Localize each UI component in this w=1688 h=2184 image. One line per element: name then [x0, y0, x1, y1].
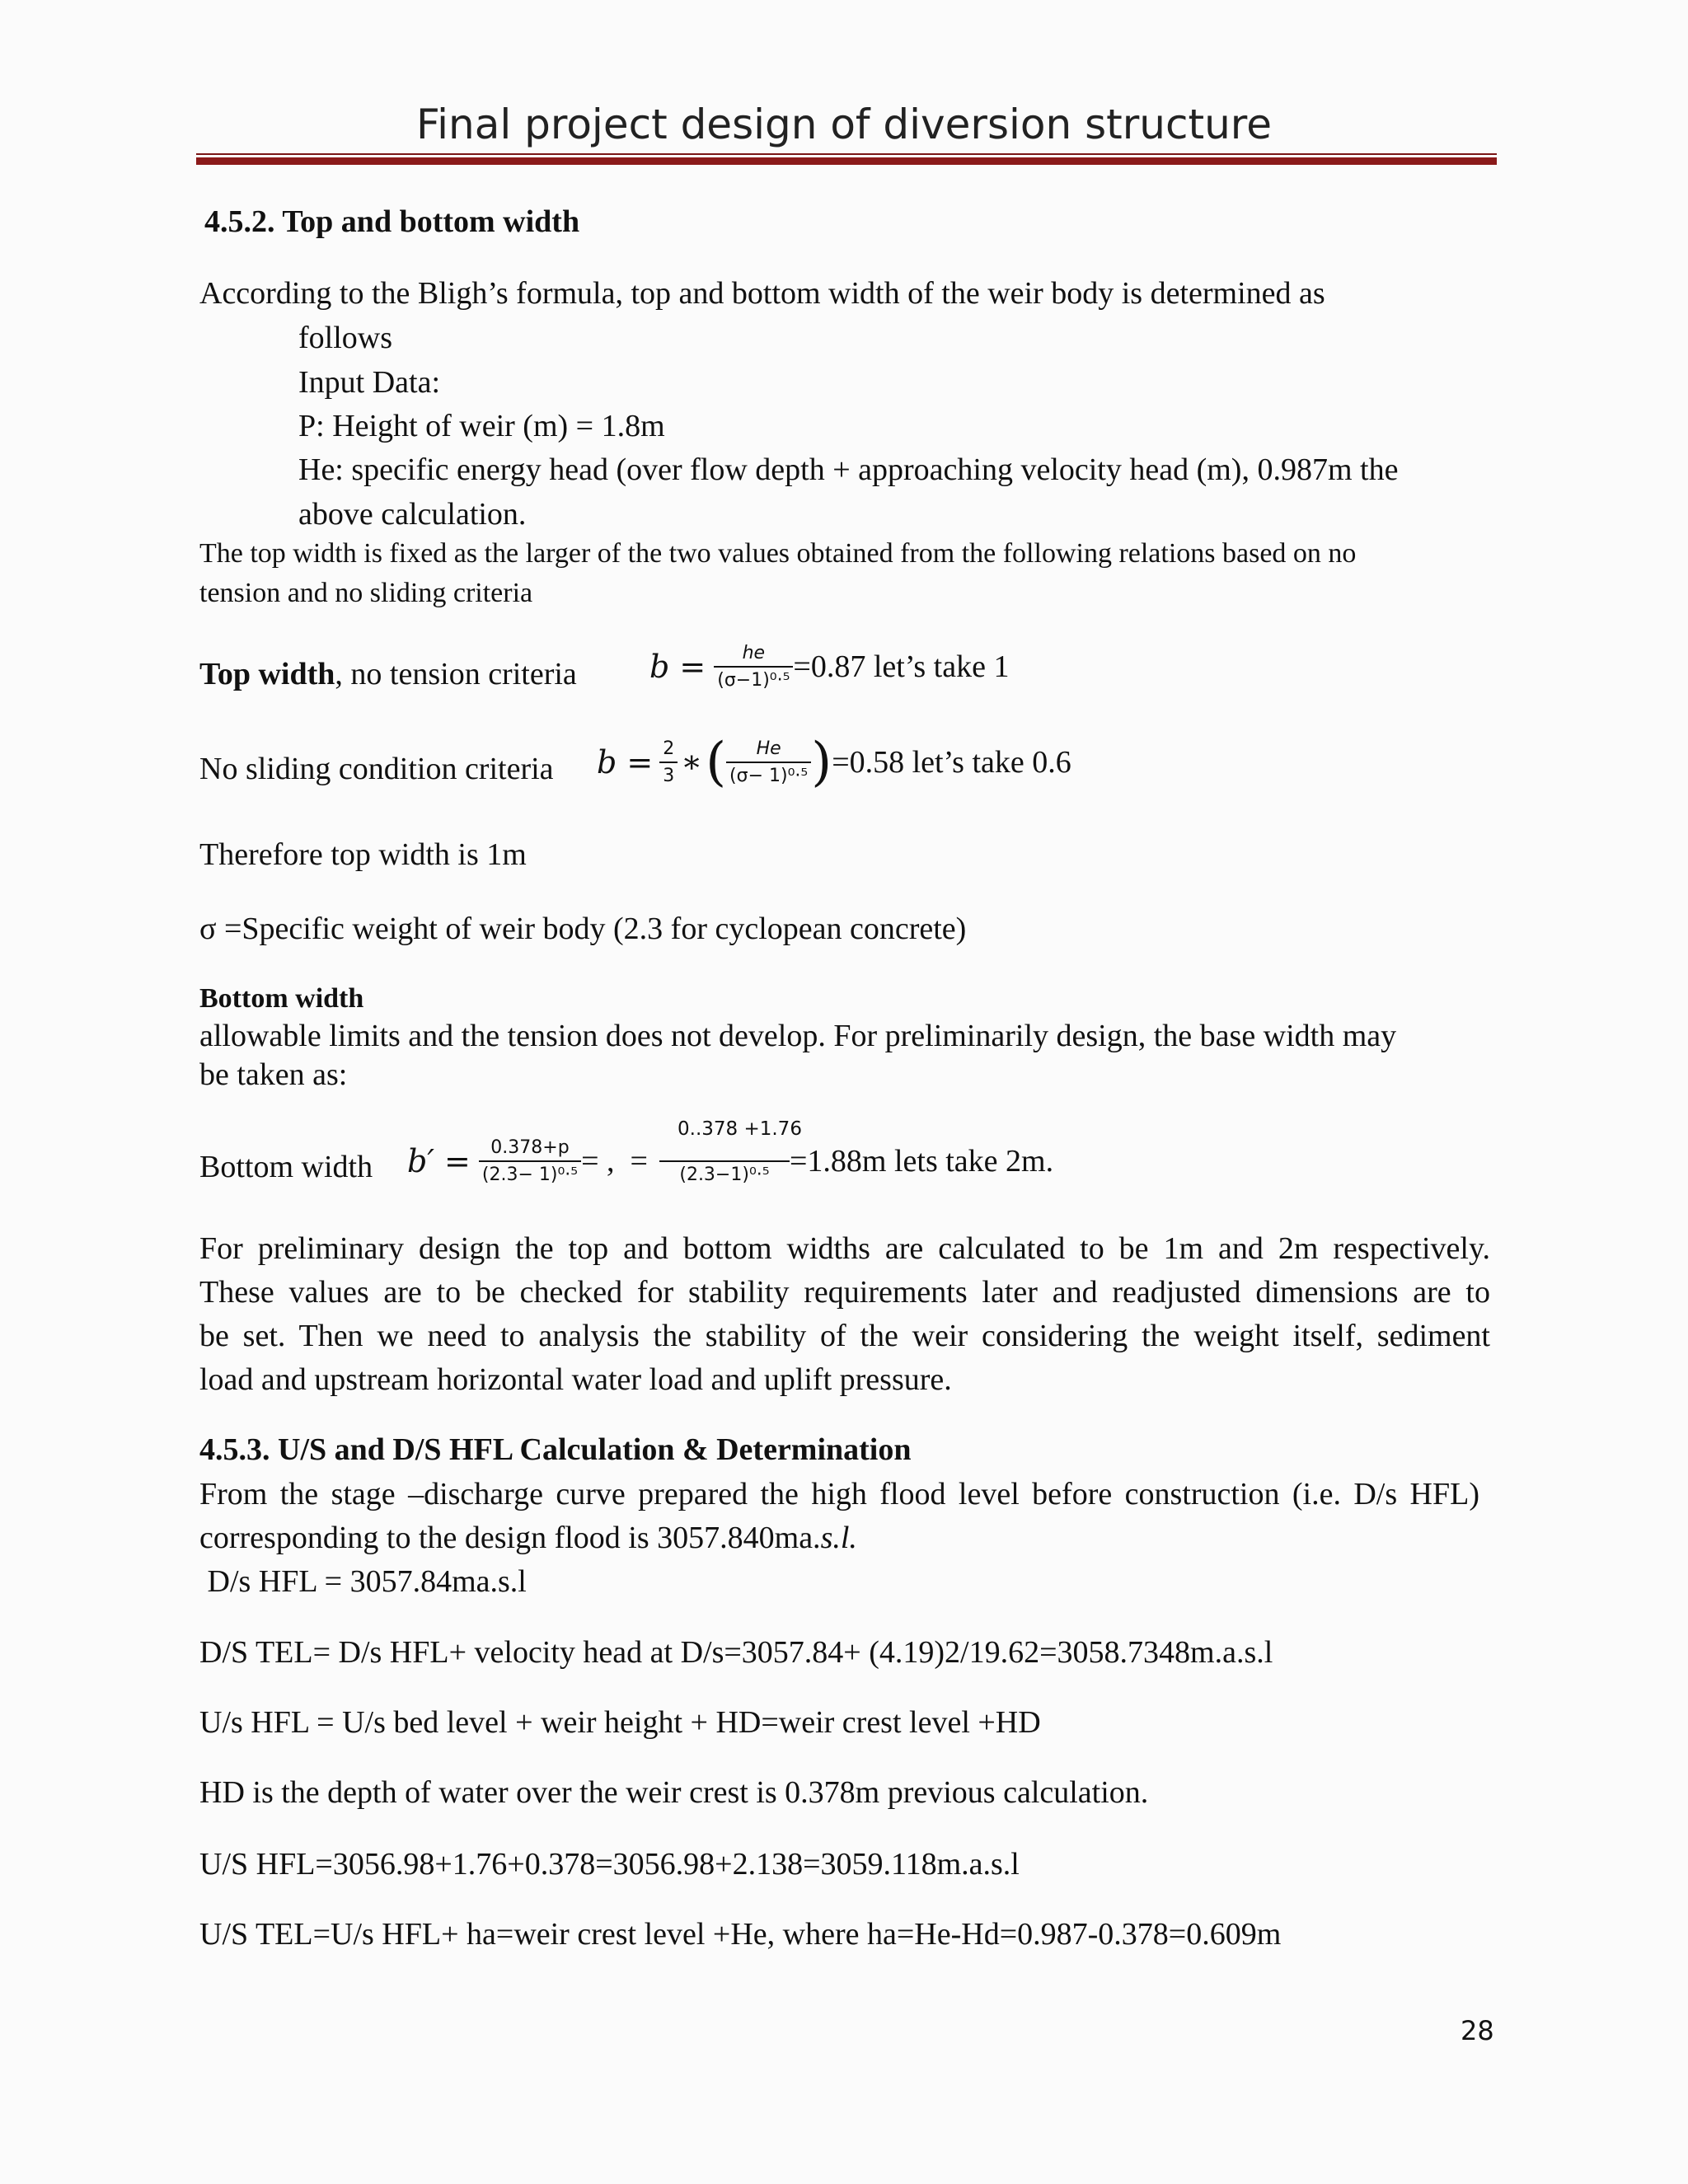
sliding-formula-result: =0.58 let’s take 0.6	[832, 745, 1071, 780]
sliding-two-thirds	[659, 738, 678, 786]
top-width-criteria-line-1: The top width is fixed as the larger of the two values obtained from the following relations based on no	[199, 538, 1357, 569]
top-formula-denominator: (σ−1)⁰·⁵	[714, 666, 793, 691]
sigma-definition: σ =Specific weight of weir body (2.3 for cyclopean concrete)	[199, 912, 967, 946]
section-heading-4-5-2: 4.5.2. Top and bottom width	[204, 204, 580, 239]
top-formula-b: b =	[649, 649, 706, 685]
bottom-formula-fraction-1	[479, 1137, 581, 1185]
bottom-width-formula	[407, 1137, 1053, 1185]
preliminary-line-4: load and upstream horizontal water load and uplift pressure.	[199, 1362, 952, 1397]
page-number: 28	[1461, 2015, 1494, 2046]
bottom-formula-top-text: 0..378 +1.76	[678, 1118, 802, 1140]
us-tel-equation: U/S TEL=U/s HFL+ ha=weir crest level +He, where ha=He-Hd=0.987-0.378=0.609m	[199, 1917, 1282, 1952]
header-rule-thin	[196, 153, 1497, 155]
input-energy-head-line-1: He: specific energy head (over flow depth + approaching velocity head (m), 0.987m the	[298, 452, 1399, 487]
sliding-inner-numerator: He	[756, 738, 781, 759]
bottom-frac2-numerator-space	[659, 1137, 790, 1160]
page-header-title: Final project design of diversion structure	[416, 101, 1272, 148]
input-data-label: Input Data:	[298, 365, 441, 400]
top-width-formula	[649, 643, 1009, 691]
stage-discharge-line-2	[199, 1522, 857, 1554]
top-formula-result: =0.87 let’s take 1	[793, 649, 1010, 684]
sliding-frac-denominator: 3	[659, 762, 678, 786]
design-flood-italic-unit: s.l.	[820, 1521, 857, 1555]
intro-line-2: follows	[298, 321, 392, 355]
no-sliding-formula	[597, 732, 1071, 793]
preliminary-line-2: These values are to be checked for stability requirements later and readjusted dimensions are to	[199, 1275, 1490, 1310]
sliding-times-symbol: ∗	[681, 745, 703, 780]
bottom-frac2-denominator: (2.3−1)⁰·⁵	[659, 1160, 790, 1185]
stage-discharge-line-1: From the stage –discharge curve prepared the high flood level before construction (i.e. D/s HFL)	[199, 1477, 1479, 1511]
left-paren-glyph: (	[706, 732, 727, 793]
sliding-frac-numerator: 2	[663, 738, 675, 759]
bottom-width-heading: Bottom width	[199, 983, 364, 1014]
design-flood-text: corresponding to the design flood is 3057.840ma.	[199, 1521, 821, 1555]
input-height-of-weir: P: Height of weir (m) = 1.8m	[298, 409, 665, 443]
sliding-inner-fraction	[726, 738, 811, 786]
top-formula-fraction	[714, 643, 793, 691]
bottom-formula-result: =1.88m lets take 2m.	[789, 1144, 1054, 1179]
therefore-top-width: Therefore top width is 1m	[199, 837, 527, 872]
bottom-formula-equals: = , =	[581, 1144, 648, 1179]
header-rule-thick	[196, 157, 1497, 165]
sliding-formula-b: b =	[597, 744, 654, 780]
ds-tel-equation: D/S TEL= D/s HFL+ velocity head at D/s=3057.84+ (4.19)2/19.62=3058.7348m.a.s.l	[199, 1635, 1273, 1670]
top-width-bold-label: Top width	[199, 657, 335, 691]
us-hfl-definition: U/s HFL = U/s bed level + weir height + HD=weir crest level +HD	[199, 1705, 1041, 1740]
top-formula-numerator: he	[742, 643, 766, 663]
section-heading-4-5-3: 4.5.3. U/S and D/S HFL Calculation & Determination	[199, 1432, 912, 1467]
right-paren-glyph: )	[811, 732, 832, 793]
ds-hfl-value: D/s HFL = 3057.84ma.s.l	[199, 1564, 527, 1599]
bottom-width-line-2: be taken as:	[199, 1057, 348, 1092]
bottom-width-line-1: allowable limits and the tension does not develop. For preliminarily design, the base width may	[199, 1019, 1397, 1053]
intro-line-1: According to the Bligh’s formula, top and bottom width of the weir body is determined as	[199, 276, 1325, 311]
us-hfl-calculation: U/S HFL=3056.98+1.76+0.378=3056.98+2.138=3059.118m.a.s.l	[199, 1847, 1020, 1882]
bottom-frac1-denominator: (2.3− 1)⁰·⁵	[479, 1160, 581, 1185]
bottom-width-label: Bottom width	[199, 1150, 373, 1184]
no-sliding-label: No sliding condition criteria	[199, 752, 554, 786]
top-width-criteria-line-2: tension and no sliding criteria	[199, 578, 533, 608]
bottom-frac1-numerator: 0.378+p	[490, 1137, 570, 1158]
bottom-formula-fraction-2	[659, 1137, 790, 1185]
hd-definition: HD is the depth of water over the weir crest is 0.378m previous calculation.	[199, 1775, 1149, 1810]
no-tension-criteria-text: , no tension criteria	[335, 657, 577, 691]
preliminary-line-3: be set. Then we need to analysis the stability of the weir considering the weight itself, sediment	[199, 1319, 1490, 1353]
bottom-formula-b-prime: b′ =	[407, 1143, 471, 1179]
top-width-no-tension-label	[199, 658, 577, 690]
input-energy-head-line-2: above calculation.	[298, 497, 527, 532]
sliding-inner-denominator: (σ− 1)⁰·⁵	[726, 762, 811, 786]
preliminary-line-1: For preliminary design the top and bottom widths are calculated to be 1m and 2m respectively.	[199, 1231, 1490, 1266]
